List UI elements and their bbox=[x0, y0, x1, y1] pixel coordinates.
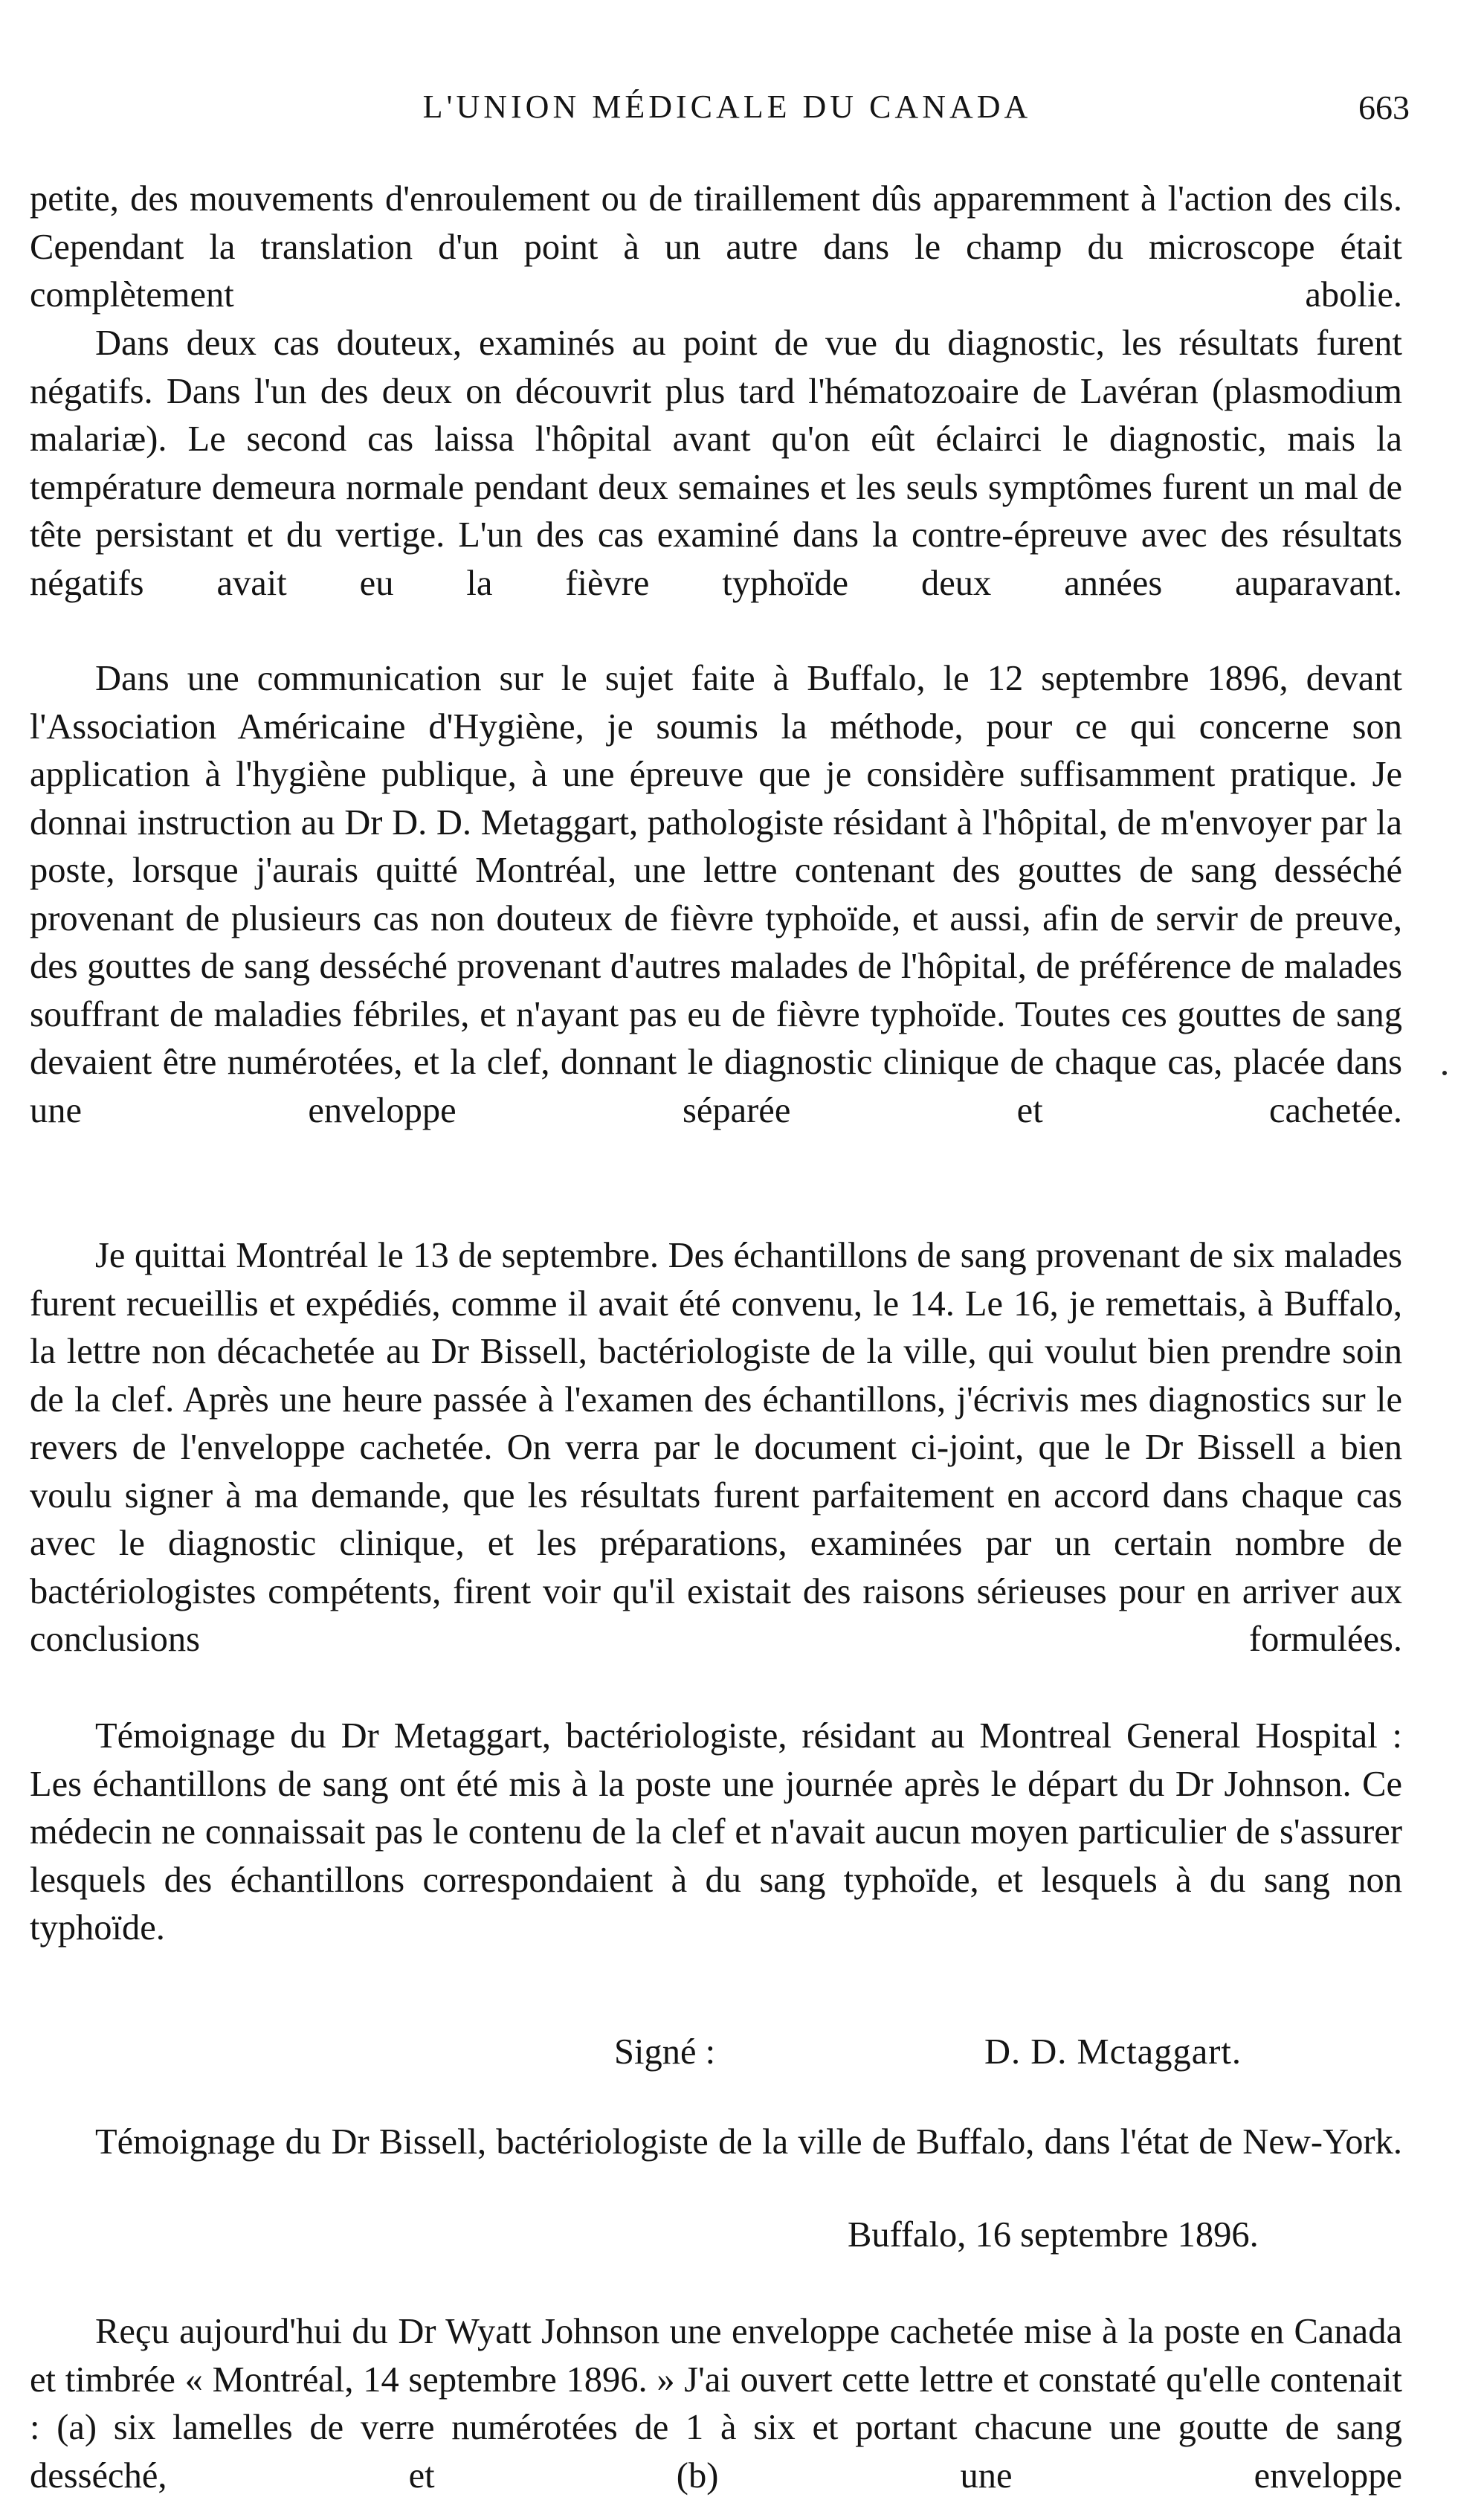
page-number: 663 bbox=[1358, 88, 1410, 126]
paragraph-metaggart-testimony: Témoignage du Dr Metaggart, bactériologiste, résidant au Montreal General Hospital : Les échantillons de sang ont été mis à la poste une journée après le départ du Dr Johnson. Ce médecin ne connaissait pas le contenu de la clef et n'avait aucun moyen particulier de s'assurer lesquels des échantillons correspondaient à du sang typhoïde, et lesquels à du sang non typhoïde. bbox=[30, 1716, 1402, 1948]
running-header bbox=[45, 88, 1410, 140]
paragraph-continuation: petite, des mouvements d'enroulement ou de tiraillement dûs apparemment à l'action des cils. Cependant la translation d'un point à un autre dans le champ du microscope était complètement abolie. bbox=[30, 179, 1402, 315]
print-speck bbox=[1442, 1071, 1447, 1075]
paragraph-bissell-testimony: Témoignage du Dr Bissell, bactériologiste de la ville de Buffalo, dans l'état de New-York. bbox=[95, 2122, 1402, 2162]
signature-label: Signé : bbox=[614, 2032, 716, 2072]
signature-name: D. D. Mctaggart. bbox=[984, 2032, 1242, 2072]
journal-title: L'UNION MÉDICALE DU CANADA bbox=[422, 88, 1032, 125]
paragraph-doubtful-cases: Dans deux cas douteux, examinés au point de vue du diagnostic, les résultats furent négatifs. Dans l'un des deux on découvrit plus tard l'hématozoaire de Lavéran (plasmodium malariæ). Le second cas laissa l'hôpital avant qu'on eût éclairci le diagnostic, mais la température demeura normale pendant deux semaines et les seuls symptômes furent un mal de tête persistant et du vertige. L'un des cas examiné dans la contre-épreuve avec des résultats négatifs avait eu la fièvre typhoïde deux années auparavant. bbox=[30, 323, 1402, 603]
dateline: Buffalo, 16 septembre 1896. bbox=[848, 2215, 1259, 2255]
paragraph-buffalo-communication: Dans une communication sur le sujet faite à Buffalo, le 12 septembre 1896, devant l'Association Américaine d'Hygiène, je soumis la méthode, pour ce qui concerne son application à l'hygiène publique, à une épreuve que je considère suffisamment pratique. Je donnai instruction au Dr D. D. Metaggart, pathologiste résidant à l'hôpital, de m'envoyer par la poste, lorsque j'aurais quitté Montréal, une lettre contenant des gouttes de sang desséché provenant de plusieurs cas non douteux de fièvre typhoïde, et aussi, afin de servir de preuve, des gouttes de sang desséché provenant d'autres malades de l'hôpital, de préférence de malades souffrant de maladies fébriles, et n'ayant pas eu de fièvre typhoïde. Toutes ces gouttes de sang devaient être numérotées, et la clef, donnant le diagnostic clinique de chaque cas, placée dans une enveloppe séparée et cachetée. bbox=[30, 659, 1402, 1130]
paragraph-montreal-departure: Je quittai Montréal le 13 de septembre. Des échantillons de sang provenant de six malades furent recueillis et expédiés, comme il avait été convenu, le 14. Le 16, je remettais, à Buffalo, la lettre non décachetée au Dr Bissell, bactériologiste de la ville, qui voulut bien prendre soin de la clef. Après une heure passée à l'examen des échantillons, j'écrivis mes diagnostics sur le revers de l'enveloppe cachetée. On verra par le document ci-joint, que le Dr Bissell a bien voulu signer à ma demande, que les résultats furent parfaitement en accord dans chaque cas avec le diagnostic clinique, et les préparations, examinées par un certain nombre de bactériologistes compétents, firent voir qu'il existait des raisons sérieuses pour en arriver aux conclusions formulées. bbox=[30, 1236, 1402, 1659]
paragraph-received-envelope: Reçu aujourd'hui du Dr Wyatt Johnson une enveloppe cachetée mise à la poste en Canada et timbrée « Montréal, 14 septembre 1896. » J'ai ouvert cette lettre et constaté qu'elle contenait : (a) six lamelles de verre numérotées de 1 à six et portant chacune une goutte de sang desséché, et (b) une enveloppe bbox=[30, 2312, 1402, 2496]
